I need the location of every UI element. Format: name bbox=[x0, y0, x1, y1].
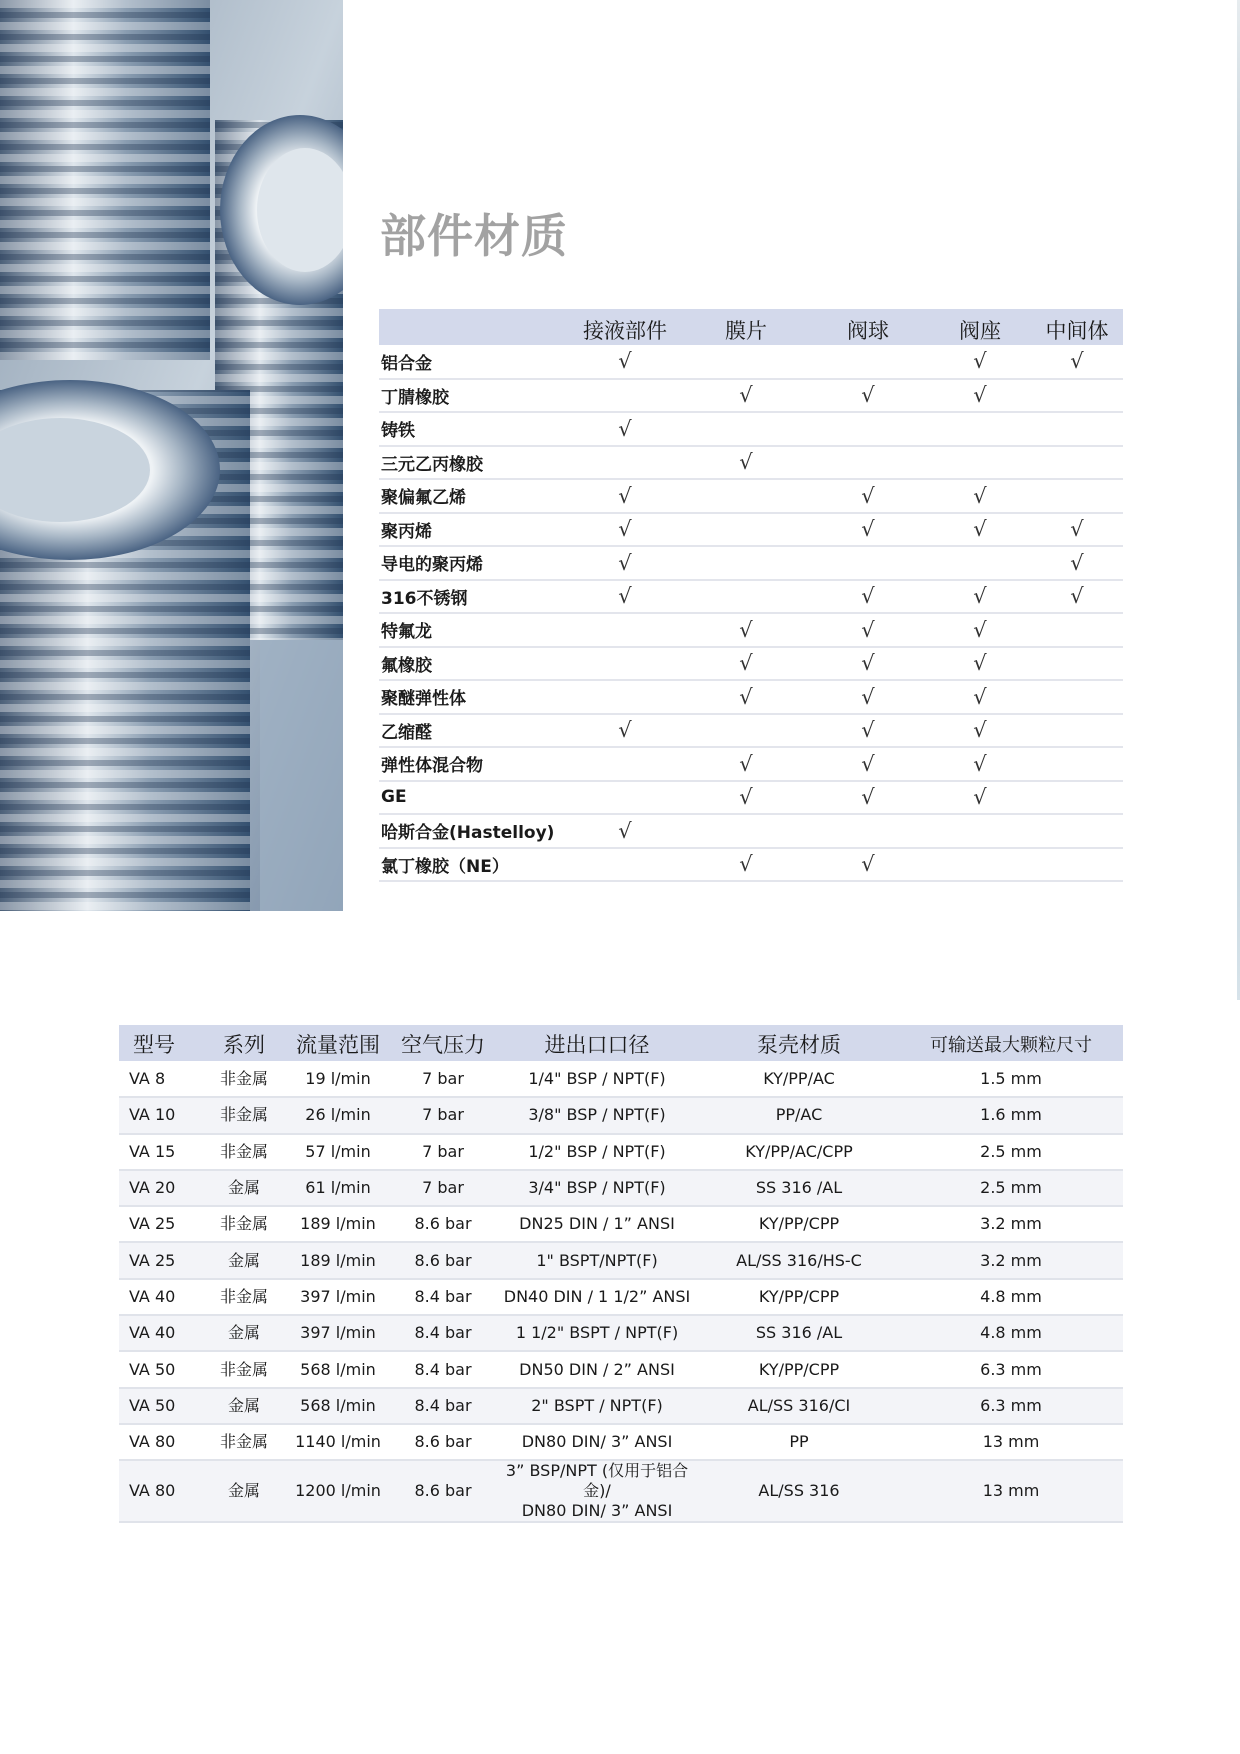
materials-row bbox=[379, 345, 1123, 379]
check-mark-cell: √ bbox=[618, 416, 632, 441]
materials-row bbox=[379, 379, 1123, 413]
model-row bbox=[119, 1097, 1123, 1133]
check-mark-cell: √ bbox=[861, 852, 875, 877]
particle-cell: 6.3 mm bbox=[980, 1359, 1042, 1379]
housing-cell: SS 316 /AL bbox=[755, 1323, 843, 1343]
port-line-2: DN80 DIN/ 3” ANSI bbox=[521, 1501, 673, 1521]
check-mark-cell bbox=[685, 546, 807, 580]
check-mark-cell: √ bbox=[861, 651, 875, 676]
housing-cell: KY/PP/AC bbox=[763, 1068, 835, 1088]
check-mark-cell bbox=[685, 345, 807, 379]
check-mark-cell: √ bbox=[973, 651, 987, 676]
check-mark-cell: √ bbox=[861, 718, 875, 743]
material-name: 氟橡胶 bbox=[381, 655, 432, 676]
check-mark-cell bbox=[685, 714, 807, 748]
check-mark-cell: √ bbox=[618, 584, 632, 609]
model-cell: VA 25 bbox=[129, 1250, 176, 1270]
port-cell: 2" BSPT / NPT(F) bbox=[531, 1395, 663, 1415]
particle-cell: 13 mm bbox=[982, 1481, 1040, 1501]
models-table-body bbox=[119, 1061, 1123, 1522]
housing-cell: AL/SS 316/CI bbox=[747, 1395, 851, 1415]
model-cell: VA 50 bbox=[129, 1395, 176, 1415]
materials-table bbox=[379, 309, 1123, 882]
flow-cell: 61 l/min bbox=[305, 1178, 371, 1198]
series-cell: 非金属 bbox=[219, 1214, 268, 1234]
check-mark-cell bbox=[565, 379, 685, 413]
materials-row bbox=[379, 680, 1123, 714]
housing-cell: SS 316 /AL bbox=[755, 1178, 843, 1198]
check-mark-cell bbox=[685, 580, 807, 614]
flow-cell: 397 l/min bbox=[300, 1286, 376, 1306]
model-row bbox=[119, 1206, 1123, 1242]
series-cell: 金属 bbox=[227, 1395, 260, 1415]
port-cell: DN40 DIN / 1 1/2” ANSI bbox=[503, 1286, 691, 1306]
material-name: 哈斯合金(Hastelloy) bbox=[381, 823, 555, 844]
check-mark-cell: √ bbox=[861, 584, 875, 609]
pressure-cell: 7 bar bbox=[422, 1178, 464, 1198]
material-name: GE bbox=[381, 787, 407, 808]
check-mark-cell: √ bbox=[618, 517, 632, 542]
check-mark-cell: √ bbox=[973, 718, 987, 743]
model-row bbox=[119, 1134, 1123, 1170]
check-mark-cell: √ bbox=[973, 483, 987, 508]
model-row bbox=[119, 1242, 1123, 1278]
check-mark-cell: √ bbox=[739, 785, 753, 810]
models-header-model: 型号 bbox=[133, 1033, 175, 1057]
check-mark-cell: √ bbox=[861, 751, 875, 776]
series-cell: 非金属 bbox=[219, 1105, 268, 1125]
model-row bbox=[119, 1424, 1123, 1460]
check-mark-cell bbox=[565, 647, 685, 681]
model-cell: VA 80 bbox=[129, 1481, 176, 1501]
check-mark-cell bbox=[929, 848, 1031, 882]
model-cell: VA 15 bbox=[129, 1141, 176, 1161]
material-name: 铸铁 bbox=[381, 421, 415, 442]
port-cell: DN50 DIN / 2” ANSI bbox=[519, 1359, 675, 1379]
check-mark-cell bbox=[565, 446, 685, 480]
materials-header-diaphragm: 膜片 bbox=[725, 319, 767, 343]
check-mark-cell: √ bbox=[861, 383, 875, 408]
check-mark-cell bbox=[1031, 479, 1123, 513]
threaded-pipe-fittings-photo bbox=[0, 0, 343, 911]
series-cell: 非金属 bbox=[219, 1068, 268, 1088]
pressure-cell: 7 bar bbox=[422, 1068, 464, 1088]
material-name: 三元乙丙橡胶 bbox=[381, 454, 483, 475]
particle-cell: 4.8 mm bbox=[980, 1323, 1042, 1343]
materials-row bbox=[379, 412, 1123, 446]
check-mark-cell: √ bbox=[973, 584, 987, 609]
flow-cell: 189 l/min bbox=[300, 1214, 376, 1234]
check-mark-cell: √ bbox=[861, 517, 875, 542]
check-mark-cell bbox=[1031, 781, 1123, 815]
model-cell: VA 80 bbox=[129, 1432, 176, 1452]
particle-cell: 1.5 mm bbox=[980, 1068, 1042, 1088]
materials-row bbox=[379, 513, 1123, 547]
pressure-cell: 8.6 bar bbox=[414, 1481, 472, 1501]
pressure-cell: 7 bar bbox=[422, 1105, 464, 1125]
models-header-housing-material: 泵壳材质 bbox=[757, 1033, 841, 1057]
flow-cell: 568 l/min bbox=[300, 1359, 376, 1379]
particle-cell: 2.5 mm bbox=[980, 1141, 1042, 1161]
check-mark-cell bbox=[1031, 747, 1123, 781]
check-mark-cell bbox=[1031, 680, 1123, 714]
particle-cell: 4.8 mm bbox=[980, 1286, 1042, 1306]
check-mark-cell: √ bbox=[739, 617, 753, 642]
materials-row bbox=[379, 781, 1123, 815]
check-mark-cell bbox=[807, 345, 929, 379]
check-mark-cell: √ bbox=[618, 483, 632, 508]
model-cell: VA 40 bbox=[129, 1286, 176, 1306]
check-mark-cell bbox=[1031, 379, 1123, 413]
check-mark-cell: √ bbox=[618, 718, 632, 743]
housing-cell: KY/PP/CPP bbox=[758, 1359, 840, 1379]
pressure-cell: 7 bar bbox=[422, 1141, 464, 1161]
check-mark-cell: √ bbox=[973, 383, 987, 408]
flow-cell: 397 l/min bbox=[300, 1323, 376, 1343]
check-mark-cell bbox=[1031, 613, 1123, 647]
series-cell: 金属 bbox=[227, 1323, 260, 1343]
model-row bbox=[119, 1279, 1123, 1315]
model-row bbox=[119, 1170, 1123, 1206]
materials-header-valve-ball: 阀球 bbox=[847, 319, 889, 343]
materials-header-row bbox=[379, 309, 1123, 345]
materials-header-wetted-parts: 接液部件 bbox=[583, 319, 667, 343]
check-mark-cell: √ bbox=[739, 651, 753, 676]
check-mark-cell: √ bbox=[861, 785, 875, 810]
particle-cell: 13 mm bbox=[982, 1432, 1040, 1452]
check-mark-cell: √ bbox=[1070, 517, 1084, 542]
section-title: 部件材质 bbox=[380, 209, 568, 263]
port-cell: DN25 DIN / 1” ANSI bbox=[519, 1214, 675, 1234]
port-cell bbox=[495, 1460, 699, 1522]
check-mark-cell bbox=[929, 412, 1031, 446]
materials-row bbox=[379, 613, 1123, 647]
series-cell: 非金属 bbox=[219, 1286, 268, 1306]
model-row bbox=[119, 1460, 1123, 1522]
check-mark-cell: √ bbox=[861, 483, 875, 508]
check-mark-cell bbox=[929, 446, 1031, 480]
materials-row bbox=[379, 446, 1123, 480]
check-mark-cell bbox=[685, 412, 807, 446]
check-mark-cell bbox=[807, 446, 929, 480]
check-mark-cell: √ bbox=[739, 383, 753, 408]
material-name: 聚偏氟乙烯 bbox=[381, 488, 466, 509]
housing-cell: KY/PP/CPP bbox=[758, 1214, 840, 1234]
port-cell: 1/2" BSP / NPT(F) bbox=[528, 1141, 666, 1161]
model-cell: VA 8 bbox=[129, 1068, 166, 1088]
check-mark-cell bbox=[1031, 814, 1123, 848]
particle-cell: 3.2 mm bbox=[980, 1250, 1042, 1270]
materials-row bbox=[379, 848, 1123, 882]
model-row bbox=[119, 1351, 1123, 1387]
check-mark-cell: √ bbox=[618, 818, 632, 843]
check-mark-cell: √ bbox=[739, 684, 753, 709]
flow-cell: 1140 l/min bbox=[295, 1432, 381, 1452]
material-name: 铝合金 bbox=[381, 353, 432, 374]
check-mark-cell: √ bbox=[861, 617, 875, 642]
port-cell: 1" BSPT/NPT(F) bbox=[536, 1250, 658, 1270]
series-cell: 金属 bbox=[227, 1178, 260, 1198]
pressure-cell: 8.6 bar bbox=[414, 1214, 472, 1234]
check-mark-cell: √ bbox=[739, 751, 753, 776]
models-header-air-pressure: 空气压力 bbox=[401, 1033, 485, 1057]
port-cell: 1/4" BSP / NPT(F) bbox=[528, 1068, 666, 1088]
check-mark-cell bbox=[685, 479, 807, 513]
materials-header-center-section: 中间体 bbox=[1045, 319, 1109, 343]
particle-cell: 1.6 mm bbox=[980, 1105, 1042, 1125]
models-table bbox=[119, 1025, 1123, 1523]
model-row bbox=[119, 1315, 1123, 1351]
check-mark-cell bbox=[1031, 714, 1123, 748]
check-mark-cell bbox=[1031, 647, 1123, 681]
models-header-max-particle: 可输送最大颗粒尺寸 bbox=[930, 1035, 1092, 1056]
housing-cell: PP/AC bbox=[775, 1105, 823, 1125]
materials-row bbox=[379, 747, 1123, 781]
check-mark-cell bbox=[1031, 412, 1123, 446]
material-name: 丁腈橡胶 bbox=[381, 387, 449, 408]
models-header-port-size: 进出口口径 bbox=[544, 1033, 650, 1057]
flow-cell: 19 l/min bbox=[305, 1068, 371, 1088]
check-mark-cell bbox=[929, 546, 1031, 580]
check-mark-cell: √ bbox=[739, 450, 753, 475]
check-mark-cell: √ bbox=[973, 517, 987, 542]
materials-row bbox=[379, 580, 1123, 614]
housing-cell: AL/SS 316/HS-C bbox=[736, 1250, 862, 1270]
model-cell: VA 20 bbox=[129, 1178, 176, 1198]
materials-row bbox=[379, 647, 1123, 681]
port-cell: 3/4" BSP / NPT(F) bbox=[528, 1178, 666, 1198]
materials-header-material bbox=[379, 309, 565, 345]
check-mark-cell: √ bbox=[1070, 550, 1084, 575]
series-cell: 非金属 bbox=[219, 1432, 268, 1452]
model-cell: VA 25 bbox=[129, 1214, 176, 1234]
check-mark-cell bbox=[565, 613, 685, 647]
check-mark-cell bbox=[807, 412, 929, 446]
flow-cell: 1200 l/min bbox=[295, 1481, 381, 1501]
port-cell: 3/8" BSP / NPT(F) bbox=[528, 1105, 666, 1125]
materials-table-body bbox=[379, 345, 1123, 881]
check-mark-cell bbox=[685, 814, 807, 848]
port-cell: DN80 DIN/ 3” ANSI bbox=[521, 1432, 673, 1452]
model-cell: VA 50 bbox=[129, 1359, 176, 1379]
material-name: 弹性体混合物 bbox=[381, 756, 483, 777]
check-mark-cell bbox=[565, 747, 685, 781]
series-cell: 非金属 bbox=[219, 1359, 268, 1379]
flow-cell: 57 l/min bbox=[305, 1141, 371, 1161]
models-header-row bbox=[119, 1025, 1123, 1061]
housing-cell: AL/SS 316 bbox=[758, 1481, 840, 1501]
particle-cell: 6.3 mm bbox=[980, 1395, 1042, 1415]
series-cell: 金属 bbox=[227, 1481, 260, 1501]
check-mark-cell bbox=[1031, 446, 1123, 480]
series-cell: 非金属 bbox=[219, 1141, 268, 1161]
check-mark-cell: √ bbox=[973, 349, 987, 374]
pressure-cell: 8.4 bar bbox=[414, 1395, 472, 1415]
material-name: 氯丁橡胶（NE） bbox=[381, 856, 509, 877]
material-name: 316不锈钢 bbox=[381, 588, 468, 609]
check-mark-cell bbox=[929, 814, 1031, 848]
check-mark-cell: √ bbox=[618, 550, 632, 575]
model-cell: VA 10 bbox=[129, 1105, 176, 1125]
check-mark-cell bbox=[685, 513, 807, 547]
check-mark-cell bbox=[565, 848, 685, 882]
particle-cell: 3.2 mm bbox=[980, 1214, 1042, 1234]
materials-row bbox=[379, 546, 1123, 580]
materials-row bbox=[379, 814, 1123, 848]
check-mark-cell: √ bbox=[618, 349, 632, 374]
check-mark-cell: √ bbox=[973, 785, 987, 810]
check-mark-cell bbox=[565, 781, 685, 815]
material-name: 聚丙烯 bbox=[381, 521, 432, 542]
model-cell: VA 40 bbox=[129, 1323, 176, 1343]
model-row bbox=[119, 1061, 1123, 1097]
flow-cell: 189 l/min bbox=[300, 1250, 376, 1270]
check-mark-cell bbox=[807, 546, 929, 580]
check-mark-cell bbox=[1031, 848, 1123, 882]
particle-cell: 2.5 mm bbox=[980, 1178, 1042, 1198]
check-mark-cell bbox=[807, 814, 929, 848]
models-header-flow: 流量范围 bbox=[296, 1033, 380, 1057]
housing-cell: PP bbox=[789, 1432, 809, 1452]
check-mark-cell: √ bbox=[973, 684, 987, 709]
material-name: 特氟龙 bbox=[381, 622, 432, 643]
materials-row bbox=[379, 714, 1123, 748]
materials-row bbox=[379, 479, 1123, 513]
check-mark-cell bbox=[565, 680, 685, 714]
pressure-cell: 8.4 bar bbox=[414, 1359, 472, 1379]
check-mark-cell: √ bbox=[1070, 584, 1084, 609]
check-mark-cell: √ bbox=[1070, 349, 1084, 374]
series-cell: 金属 bbox=[227, 1250, 260, 1270]
check-mark-cell: √ bbox=[973, 751, 987, 776]
pressure-cell: 8.6 bar bbox=[414, 1432, 472, 1452]
material-name: 导电的聚丙烯 bbox=[381, 555, 483, 576]
flow-cell: 568 l/min bbox=[300, 1395, 376, 1415]
pressure-cell: 8.4 bar bbox=[414, 1323, 472, 1343]
housing-cell: KY/PP/AC/CPP bbox=[745, 1141, 853, 1161]
pressure-cell: 8.4 bar bbox=[414, 1286, 472, 1306]
material-name: 聚醚弹性体 bbox=[381, 689, 466, 710]
pressure-cell: 8.6 bar bbox=[414, 1250, 472, 1270]
housing-cell: KY/PP/CPP bbox=[758, 1286, 840, 1306]
models-header-series: 系列 bbox=[223, 1033, 265, 1057]
check-mark-cell: √ bbox=[973, 617, 987, 642]
port-line-1: 3” BSP/NPT (仅用于铝合金)/ bbox=[505, 1461, 689, 1501]
materials-header-valve-seat: 阀座 bbox=[959, 319, 1001, 343]
model-row bbox=[119, 1388, 1123, 1424]
port-cell: 1 1/2" BSPT / NPT(F) bbox=[515, 1323, 679, 1343]
material-name: 乙缩醛 bbox=[381, 722, 432, 743]
check-mark-cell: √ bbox=[739, 852, 753, 877]
check-mark-cell: √ bbox=[861, 684, 875, 709]
flow-cell: 26 l/min bbox=[305, 1105, 371, 1125]
